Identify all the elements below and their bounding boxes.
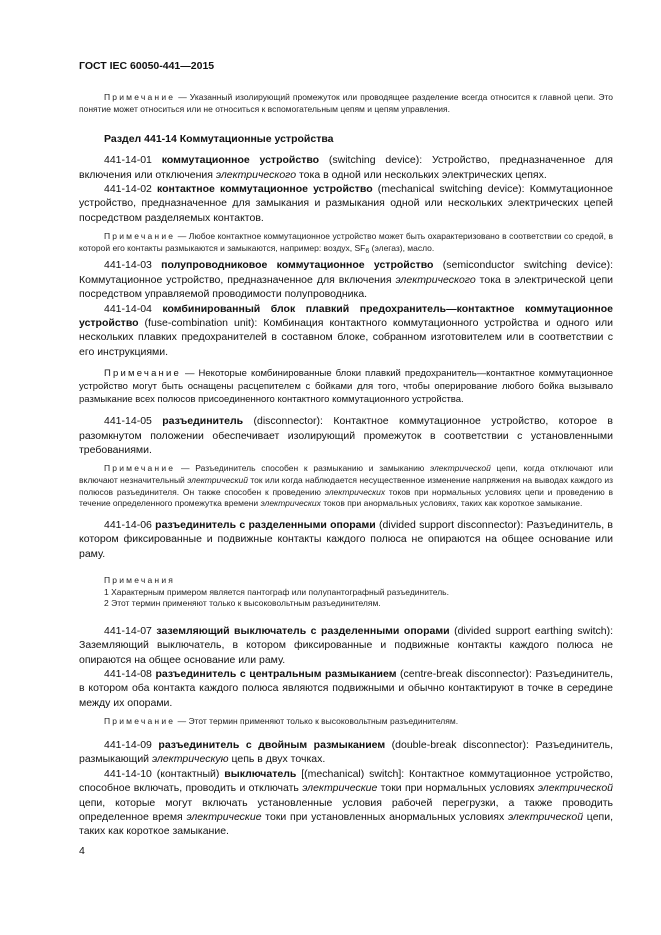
term-entry: 441-14-05 разъединитель (disconnector): Контактное коммутационное устройство, которое в разомкнутом положении обеспечивает изолирующий промежуток в соответствии с установленными требованиями. (79, 415, 614, 457)
term-entry: 441-14-08 разъединитель с центральным размыканием (centre-break disconnector): Разъединитель, в котором оба контакта каждого полюса являются подвижными и обычно контактируют в точке в середине между их опорами. (79, 668, 613, 709)
section-title: Раздел 441-14 Коммутационные устройства (104, 133, 334, 146)
note-label: Примечание (104, 92, 176, 102)
term: разъединитель с разделенными опорами (155, 518, 376, 531)
note-label: Примечание (104, 716, 176, 727)
term: полупроводниковое коммутационное устройство (161, 259, 434, 272)
document-body (79, 92, 613, 839)
term-entry: 441-14-07 заземляющий выключатель с разделенными опорами (divided support earthing switch): Заземляющий выключатель, в котором фиксированные и подвижные контакты каждого полюса не опираются на общее основание или раму. (79, 624, 613, 666)
notes-heading: Примечания (104, 575, 176, 586)
term: контактное коммутационное устройство (157, 183, 373, 195)
note: Примечание — Любое контактное коммутационное устройство может быть охарактеризовано в соответствии со средой, в которой его контакты размыкаются и замыкаются, например: воздух, $SF_6$ (элегаз), масло. (79, 231, 613, 255)
note: Примечание — Этот термин применяют только к высоковольтным разъединителям. (104, 716, 459, 727)
term: заземляющий выключатель с разделенными опорами (156, 624, 450, 637)
term-entry: 441-14-04 комбинированный блок плавкий предохранитель—контактное коммутационное устройство (fuse-combination unit): Комбинация контактного коммутационного устройства и одного или нескольких плавких предохранителей в составном блоке, собранном изготовителем или в соответствии с его инструкциями. (79, 302, 614, 358)
page-number: 4 (79, 845, 85, 857)
note-label: Примечание (104, 231, 176, 242)
term: разъединитель (162, 415, 244, 428)
note: Примечание — Указанный изолирующий промежуток или проводящее разделение всегда относится к главной цепи. Это понятие может относиться или не относиться к вспомогательным цепям и цепям управления. (79, 92, 613, 114)
note-item: 1 Характерным примером является пантограф или полупантографный разъединитель. (104, 586, 449, 597)
term-entry: 441-14-02 контактное коммутационное устройство (mechanical switching device): Коммутационное устройство, предназначенное для замыкания и размыкания одной или нескольких электрических цепей посредством разделяемых контактов. (79, 183, 613, 224)
note: Примечание — Некоторые комбинированные блоки плавкий предохранитель—контактное коммутационное устройство могут быть оснащены расцепителем с бойками для того, чтобы оперирование любого бойка вызывало размыкание всех полюсов присоединенного контактного коммутационного устройства. (79, 368, 613, 406)
term-entry: 441-14-01 коммутационное устройство (switching device): Устройство, предназначенное для включения или отключения электрического тока в одной или нескольких электрических цепях. (79, 154, 613, 181)
term: разъединитель с центральным размыканием (155, 668, 397, 681)
term-entry: 441-14-10 (контактный) выключатель [(mechanical) switch]: Контактное коммутационное устройство, способное включать, проводить и отключать электрические токи при нормальных условиях электрической цепи, которые могут включать установленные условия рабочей перегрузки, а также проводить определенное время электрические токи при установленных анормальных условиях электрической цепи, таких как короткое замыкание. (79, 767, 614, 838)
term: разъединитель с двойным размыканием (158, 738, 386, 751)
term-entry: 441-14-09 разъединитель с двойным размыканием (double-break disconnector): Разъединитель, размыкающий электрическую цепь в двух точках. (79, 738, 613, 766)
note-label: Примечание (104, 463, 176, 474)
term-entry: 441-14-03 полупроводниковое коммутационное устройство (semiconductor switching device): Коммутационное устройство, предназначенное для включения электрического тока в электрической цепи посредством управляемой проводимости полупроводника. (79, 259, 614, 301)
term: коммутационное устройство (161, 154, 320, 167)
note-label: Примечание (104, 368, 181, 380)
document-header: ГОСТ IEC 60050-441—2015 (79, 60, 215, 72)
note: Примечание — Разъединитель способен к размыканию и замыканию электрической цепи, когда отключают или включают незначительный электрический ток или когда наблюдается несущественное изменение напряжения на выводах каждого из полюсов разъединителя. Он также способен к проведению электрических токов при нормальных условиях цепи и проведению в течение определенного промежутка времени электрических токов при анормальных условиях, таких как короткое замыкание. (79, 463, 614, 509)
term: комбинированный блок плавкий предохранитель—контактное коммутационное устройство (79, 302, 614, 330)
term: выключатель (224, 767, 297, 780)
note-item: 2 Этот термин применяют только к высоковольтным разъединителям. (104, 598, 381, 609)
term-entry: 441-14-06 разъединитель с разделенными опорами (divided support disconnector): Разъединитель, в котором фиксированные и подвижные контакты каждого полюса не опираются на общее основание или раму. (79, 518, 613, 560)
